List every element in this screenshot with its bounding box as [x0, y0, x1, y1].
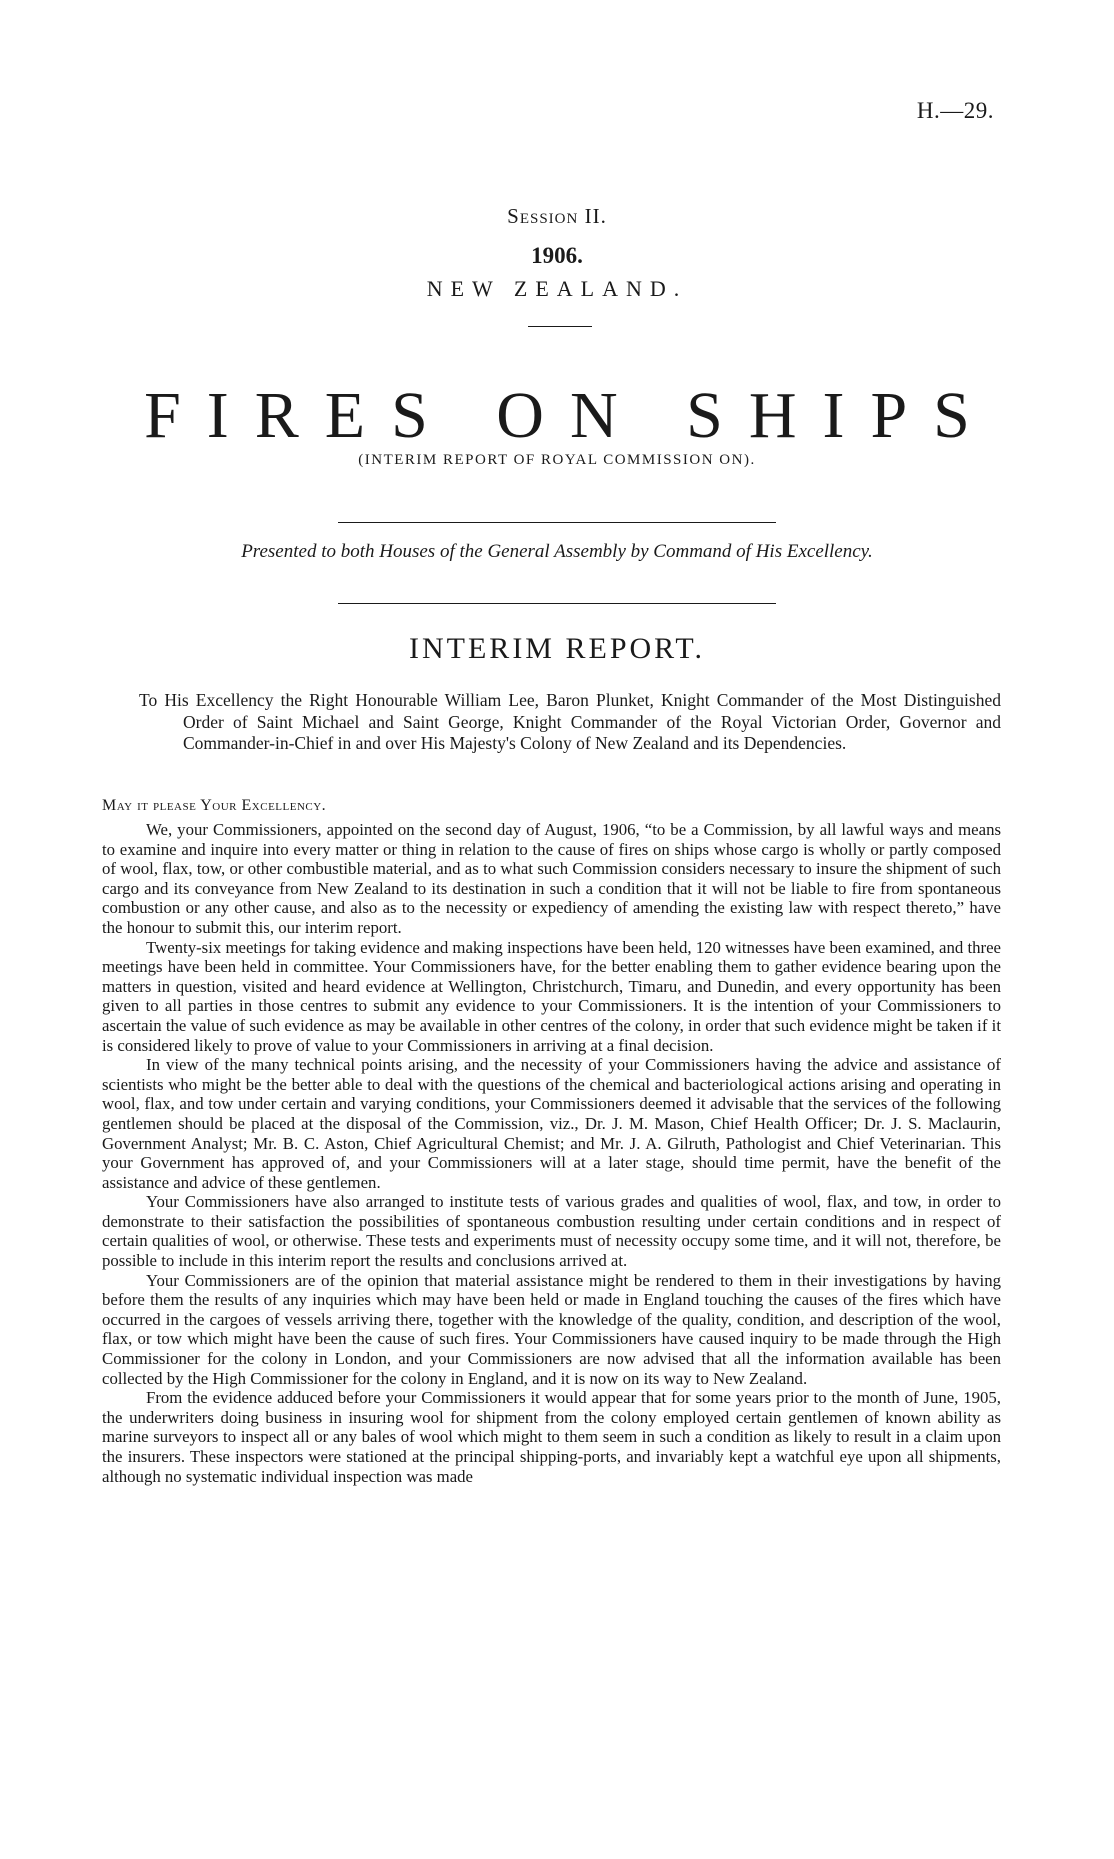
- paragraph: From the evidence adduced before your Commissioners it would appear that for some years prior to the month of June, 1905, the underwriters doing business in insuring wool for shipment from the colony employed certain gentlemen of known ability as marine surveyors to inspect all or any bales of wool which might to them seem in such a condition as likely to result in a claim upon the insurers. These inspectors were stationed at the principal shipping-ports, and invariably kept a watchful eye upon all shipments, although no systematic individual inspection was made: [102, 1388, 1001, 1486]
- session-label: Session II.: [507, 204, 607, 228]
- report-heading: INTERIM REPORT.: [409, 632, 705, 665]
- short-divider: [528, 326, 592, 327]
- address-block: To His Excellency the Right Honourable William Lee, Baron Plunket, Knight Commander of the Most Distinguished Order of Saint Michael and Saint George, Knight Commander of the Royal Victorian Order, Governor and Commander-in-Chief in and over His Majesty's Colony of New Zealand and its Dependencies.: [139, 690, 1001, 753]
- page-reference: H.—29.: [916, 98, 994, 123]
- year-label: 1906.: [531, 243, 583, 268]
- paragraph: Twenty-six meetings for taking evidence and making inspections have been held, 120 witnesses have been examined, and three meetings have been held in committee. Your Commissioners have, for the better enabling them to gather evidence bearing upon the matters in question, visited and heard evidence at Wellington, Christchurch, Timaru, and Dunedin, and every opportunity has been given to all parties in those centres to submit any evidence to your Commissioners. It is the intention of your Commissioners to ascertain the value of such evidence as may be available in other centres of the colony, in order that such evidence might be taken if it is considered likely to prove of value to your Commissioners in arriving at a final decision.: [102, 937, 1001, 1055]
- paragraph: We, your Commissioners, appointed on the second day of August, 1906, “to be a Commission, by all lawful ways and means to examine and inquire into every matter or thing in relation to the cause of fires on ships whose cargo is wholly or partly composed of wool, flax, tow, or other combustible material, and as to what such Commission considers necessary to insure the shipment of such cargo and its conveyance from New Zealand to its destination in such a condition that it will not be liable to fire from spontaneous combustion or any other cause, and also as to the necessity or expediency of amending the existing law with respect thereto,” have the honour to submit this, our interim report.: [102, 820, 1001, 937]
- report-body: [102, 820, 1001, 1486]
- document-subtitle: (INTERIM REPORT OF ROYAL COMMISSION ON).: [358, 452, 756, 468]
- divider-top: [338, 522, 776, 523]
- paragraph: In view of the many technical points arising, and the necessity of your Commissioners having the advice and assistance of scientists who might be the better able to deal with the questions of the chemical and bacteriological actions arising and operating in wool, flax, and tow under certain and varying conditions, your Commissioners deemed it advisable that the services of the following gentlemen should be placed at the disposal of the Commission, viz., Dr. J. M. Mason, Chief Health Officer; Dr. J. S. Maclaurin, Government Analyst; Mr. B. C. Aston, Chief Agricultural Chemist; and Mr. J. A. Gilruth, Pathologist and Chief Veterinarian. This your Government has approved of, and your Commissioners will at a later stage, should time permit, have the benefit of the assistance and advice of these gentlemen.: [102, 1055, 1001, 1192]
- paragraph: Your Commissioners are of the opinion that material assistance might be rendered to them in their investigations by having before them the results of any inquiries which may have been held or made in England touching the causes of the fires which have occurred in the cargoes of vessels arriving there, together with the knowledge of the quality, condition, and description of the wool, flax, or tow which might have been the cause of such fires. Your Commissioners have caused inquiry to be made through the High Commissioner for the colony in London, and your Commissioners are now advised that all the information available has been collected by the High Commissioner for the colony in England, and it is now on its way to New Zealand.: [102, 1270, 1001, 1388]
- paragraph: Your Commissioners have also arranged to institute tests of various grades and qualities of wool, flax, and tow, in order to demonstrate to their satisfaction the possibilities of spontaneous combustion resulting under certain conditions and in respect of certain qualities of wool, or otherwise. These tests and experiments must of necessity occupy some time, and it will not, therefore, be possible to include in this interim report the results and conclusions arrived at.: [102, 1192, 1001, 1271]
- salutation: May it please Your Excellency.: [102, 797, 327, 814]
- divider-bottom: [338, 603, 776, 604]
- document-title: FIRES ON SHIPS: [144, 379, 996, 452]
- country-label: NEW ZEALAND.: [426, 276, 688, 301]
- presented-line: Presented to both Houses of the General Assembly by Command of His Excellency.: [241, 541, 873, 562]
